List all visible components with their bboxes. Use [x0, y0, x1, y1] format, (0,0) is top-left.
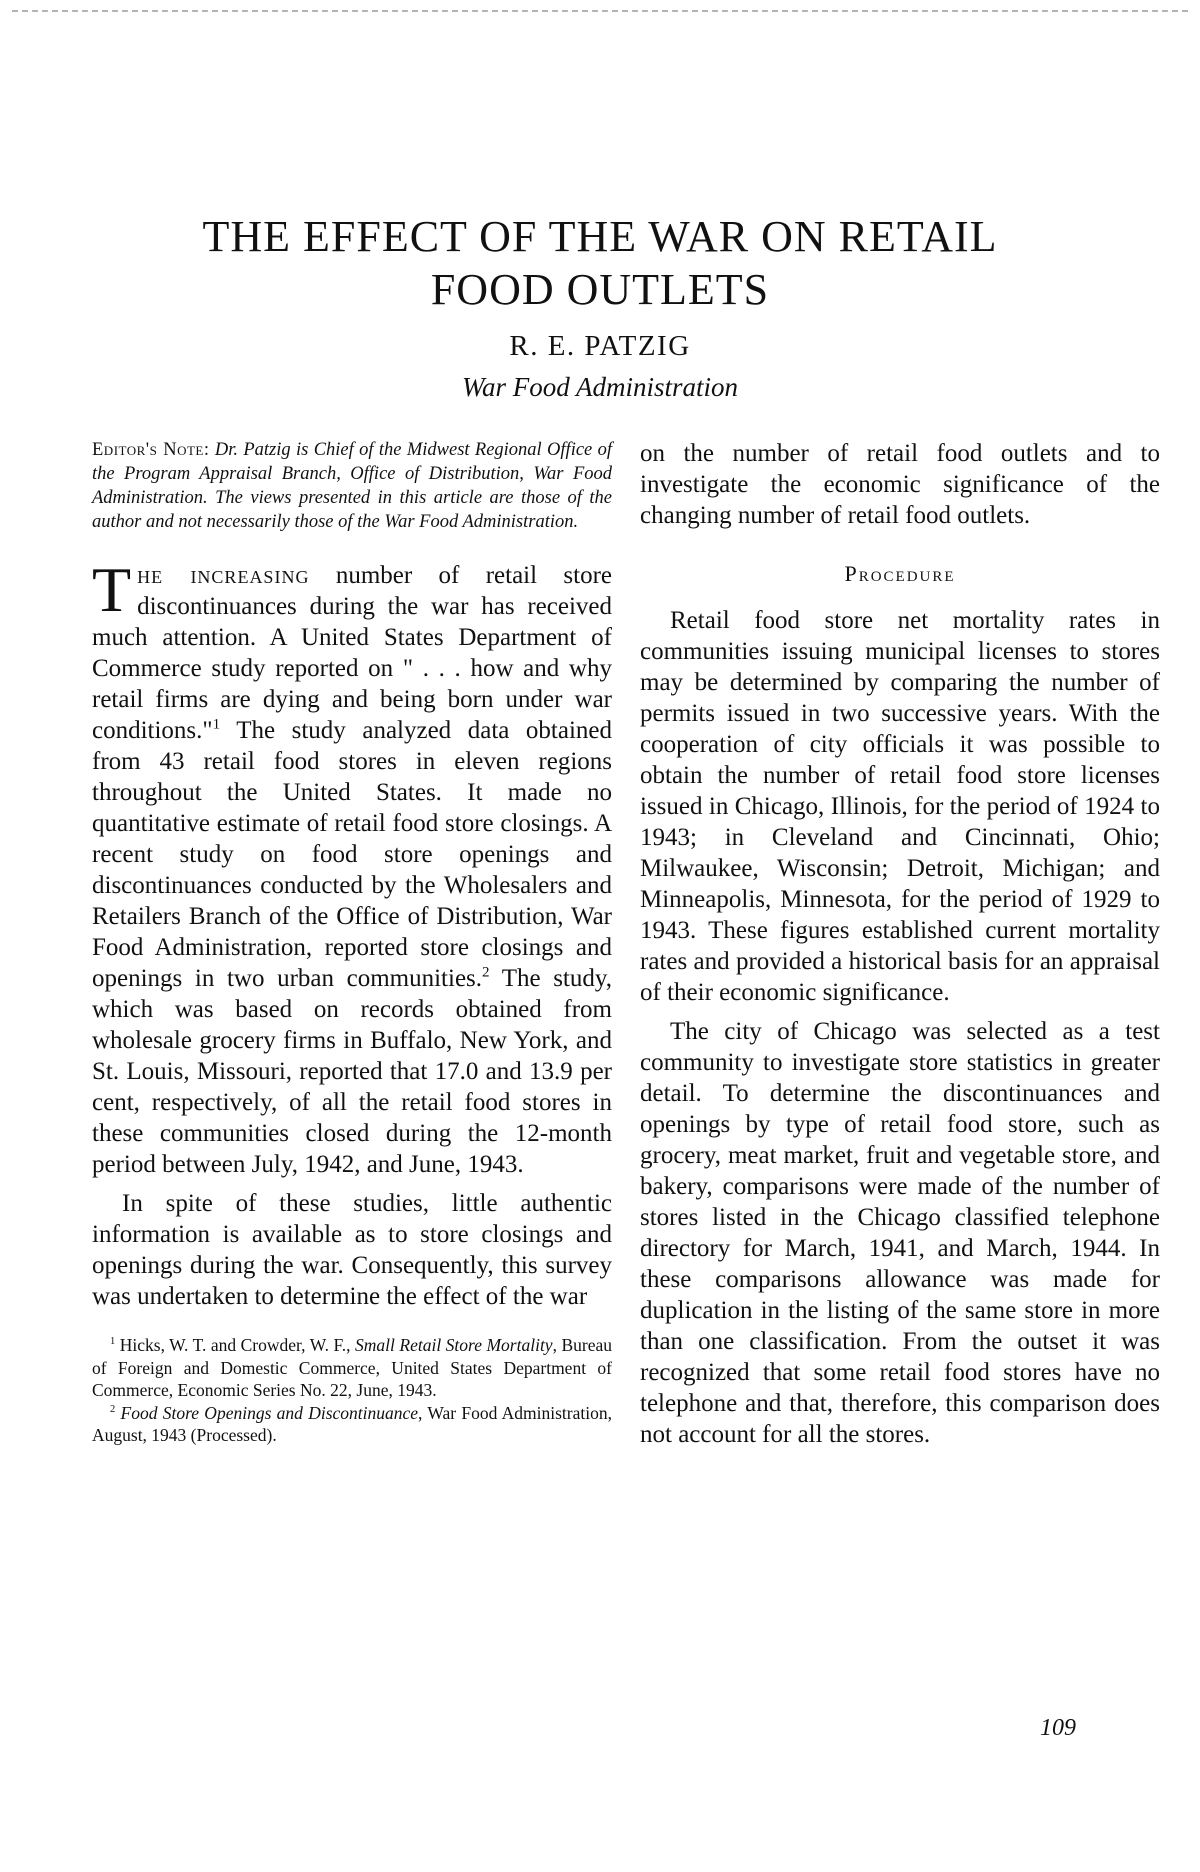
editor-note-label: Editor's Note:	[92, 440, 210, 460]
lead-in-small-caps: he increasing	[137, 562, 310, 589]
editor-note	[92, 438, 612, 534]
right-column	[640, 438, 1160, 1450]
author-affiliation: War Food Administration	[461, 372, 739, 402]
footnote-1-authors: Hicks, W. T. and Crowder, W. F.,	[119, 1335, 356, 1355]
author-name: R. E. PATZIG	[509, 330, 691, 362]
page-number: 109	[1040, 1715, 1076, 1741]
footnote-2-title: Food Store Openings and Discontinuance	[120, 1402, 419, 1423]
footnote-2	[92, 1402, 612, 1447]
footnote-2-details: , War Food Administration, August, 1943 (Processed).	[92, 1402, 612, 1445]
intro-text-part-1: number of retail store discontinuances during the war has received much attention. A United States Department of Commerce study reported on " . . . how and why retail firms are dying and being born under war conditions."	[92, 562, 613, 744]
intro-text-part-2: The study analyzed data obtained from 43 retail food stores in eleven regions throughout the United States. It made no quantitative estimate of retail food store closings. A recent study on food store openings and discontinuances conducted by the Wholesalers and Retailers Branch of the Office of Distribution, War Food Administration, reported store closings and openings in two urban communities.	[92, 717, 612, 992]
scan-artifact-line	[12, 10, 1188, 16]
footnotes	[92, 1334, 612, 1447]
second-paragraph: In spite of these studies, little authentic information is available as to store closings and openings during the war. Consequently, this survey was undertaken to determine the effect of the war	[92, 1190, 612, 1310]
footnote-1-title: Small Retail Store Mortality	[355, 1335, 553, 1355]
procedure-paragraph-2: The city of Chicago was selected as a test community to investigate store statistics in greater detail. To determine the discontinuances and openings by type of retail food store, such as grocery, meat market, fruit and vegetable store, and bakery, comparisons were made of the number of stores listed in the Chicago classified telephone directory for March, 1941, and March, 1944. In these comparisons allowance was made for duplication in the listing of the same store in more than one classification. From the outset it was recognized that some retail food stores have no telephone and that, therefore, this comparison does not account for all the stores.	[640, 1018, 1160, 1448]
footnote-2-number: 2	[110, 1403, 116, 1415]
drop-cap: T	[92, 554, 132, 625]
left-column	[92, 438, 612, 1447]
procedure-paragraph-1: Retail food store net mortality rates in communities issuing municipal licenses to stores may be determined by comparing the number of permits issued in two successive years. With the cooperation of city officials it was possible to obtain the number of retail food store licenses issued in Chicago, Illinois, for the period of 1924 to 1943; in Cleveland and Cincinnati, Ohio; Milwaukee, Wisconsin; Detroit, Michigan; and Minneapolis, Minnesota, for the period of 1929 to 1943. These figures established current mortality rates and provided a historical basis for an appraisal of their economic significance.	[640, 607, 1160, 1006]
title-line-2: FOOD OUTLETS	[430, 265, 770, 314]
article-title	[120, 210, 1080, 316]
title-line-1: THE EFFECT OF THE WAR ON RETAIL	[202, 212, 998, 261]
footnote-ref-2: 2	[482, 964, 490, 981]
intro-text-part-3: The study, which was based on records obtained from wholesale grocery firms in Buffalo, New York, and St. Louis, Missouri, reported that 17.0 and 13.9 per cent, respectively, of all the retail food stores in these communities closed during the 12-month period between July, 1942, and June, 1943.	[92, 965, 612, 1178]
intro-paragraph	[92, 554, 613, 1180]
footnote-1-number: 1	[110, 1336, 116, 1348]
editor-note-text: Dr. Patzig is Chief of the Midwest Regional Office of the Program Appraisal Branch, Office of Distribution, War Food Administration. The views presented in this article are those of the author and not necessarily those of the War Food Administration.	[92, 440, 613, 532]
footnote-1	[92, 1334, 612, 1402]
footnote-ref-1: 1	[212, 716, 221, 733]
section-heading-procedure: Procedure	[844, 561, 956, 586]
footnote-1-details: , Bureau of Foreign and Domestic Commerce, United States Department of Commerce, Economic Series No. 22, June, 1943.	[92, 1335, 612, 1400]
continuation-paragraph: on the number of retail food outlets and to investigate the economic significance of the changing number of retail food outlets.	[640, 440, 1160, 529]
